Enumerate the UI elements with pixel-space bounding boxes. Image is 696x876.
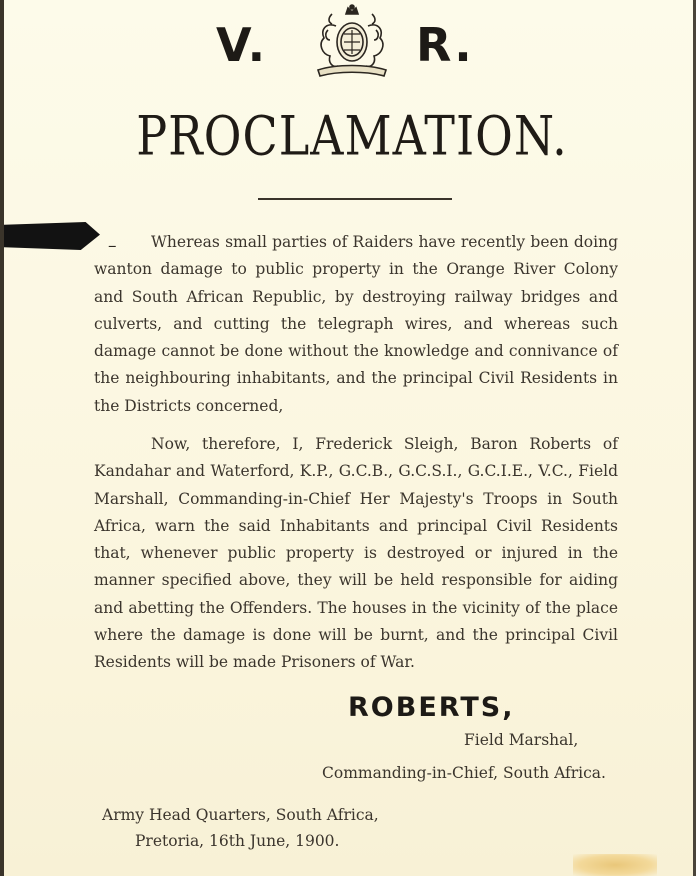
royal-cypher-header: [4, 4, 696, 82]
paragraph-whereas: Whereas small parties of Raiders have recently been doing wanton damage to public property in the Orange River Colony and South African Republic, by destroying railway bridges and culverts, and cutting the telegraph wires, and whereas such damage cannot be done without the knowledge and connivance of the neighbouring inhabitants, and the principal Civil Residents in the Districts concerned,: [94, 233, 618, 415]
page-title: PROCLAMATION.: [136, 104, 568, 168]
lead-dash: –: [108, 236, 117, 256]
paper-stain: [573, 854, 657, 876]
tear-mark: [4, 222, 100, 250]
title-divider: [258, 198, 452, 200]
signature-name: ROBERTS,: [348, 692, 515, 723]
signature-command: Commanding-in-Chief, South Africa.: [322, 764, 606, 782]
signature-rank: Field Marshal,: [464, 731, 579, 749]
paragraph-now-therefore: Now, therefore, I, Frederick Sleigh, Baron Roberts of Kandahar and Waterford, K.P., G.C.B., G.C.S.I., G.C.I.E., V.C., Field Marshall, Commanding-in-Chief Her Majesty's Troops in South Africa, warn the said Inhabitants and principal Civil Residents that, whenever public property is destroyed or injured in the manner specified above, they will be held responsible for aiding and abetting the Offenders. The houses in the vicinity of the place where the damage is done will be burnt, and the principal Civil Residents will be made Prisoners of War.: [94, 435, 618, 672]
royal-coat-of-arms-icon: [306, 4, 398, 82]
royal-cypher-r: R.: [416, 18, 474, 72]
royal-cypher-v: V.: [216, 18, 268, 72]
place-date-line: Pretoria, 16th June, 1900.: [135, 832, 340, 850]
headquarters-line: Army Head Quarters, South Africa,: [102, 806, 379, 824]
